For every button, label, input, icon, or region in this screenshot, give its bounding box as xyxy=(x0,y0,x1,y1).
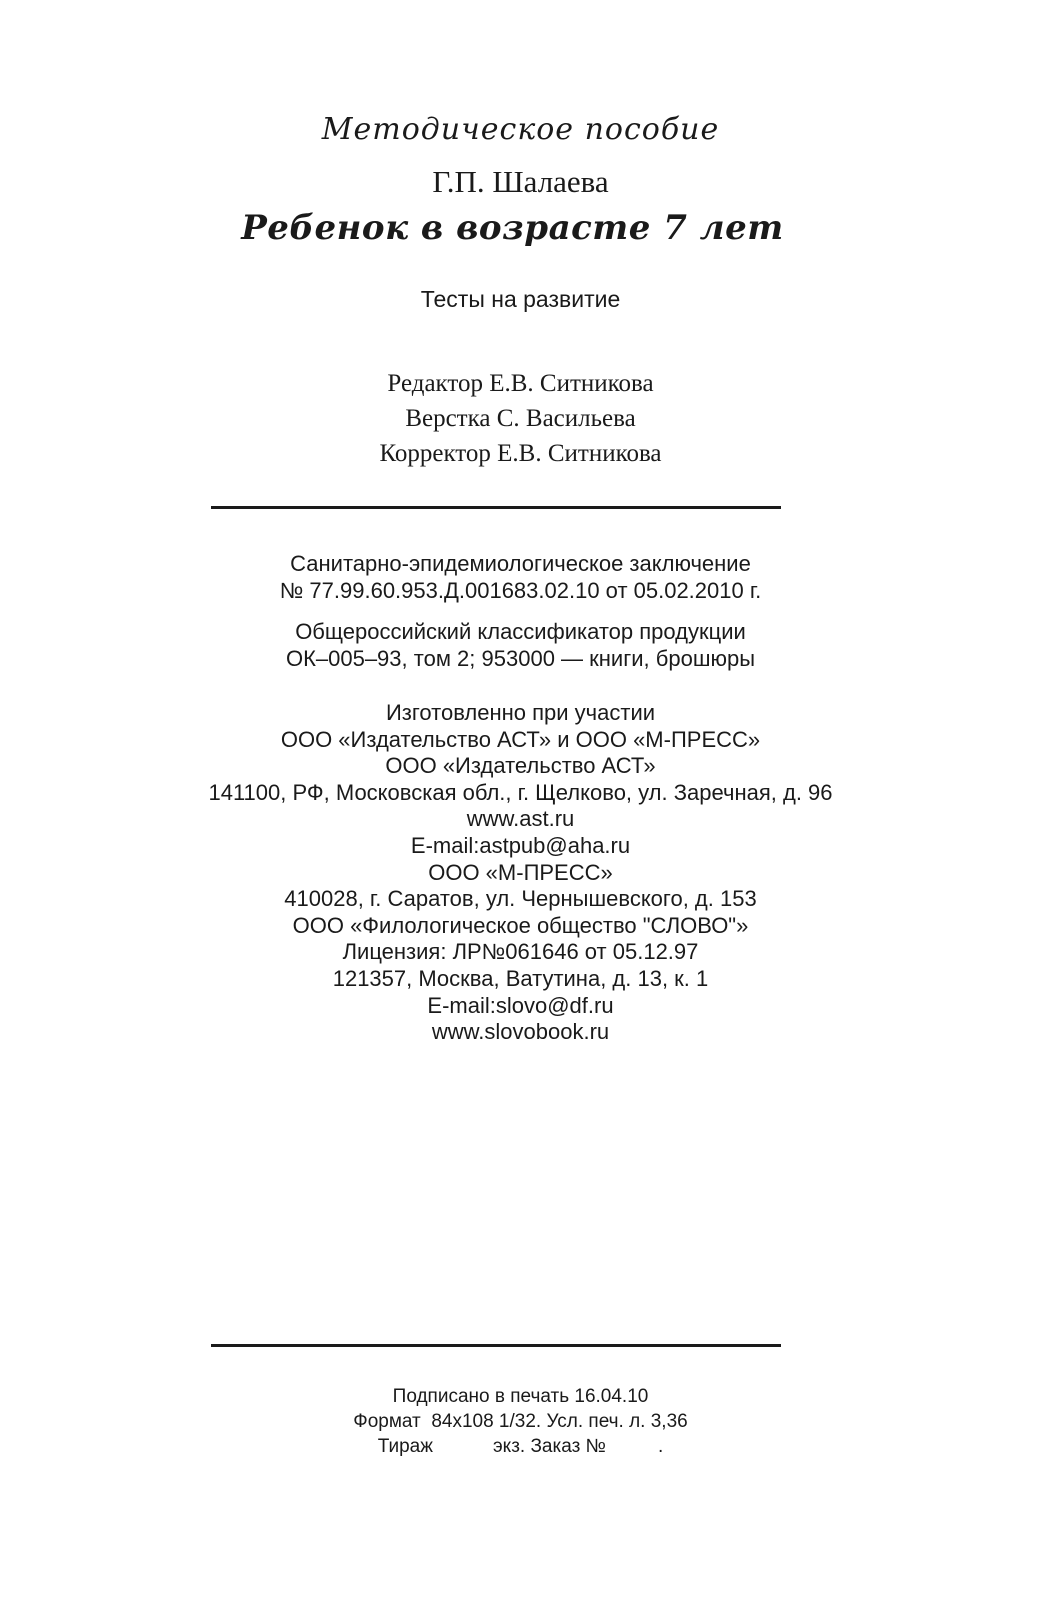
divider-bottom xyxy=(211,1344,781,1347)
book-title: Ребенок в возрасте 7 лет xyxy=(241,208,784,248)
publisher-slovo-license: Лицензия: ЛР№061646 от 05.12.97 xyxy=(342,939,699,965)
certification-number: № 77.99.60.953.Д.001683.02.10 от 05.02.2010 г. xyxy=(279,578,762,603)
publishers-pair: ООО «Издательство АСТ» и ООО «М-ПРЕСС» xyxy=(280,726,761,752)
publishers-block xyxy=(0,700,1041,1046)
book-subtitle: Тесты на развитие xyxy=(420,286,621,312)
classifier-block xyxy=(0,618,1041,672)
publisher-slovo-name: ООО «Филологическое общество "СЛОВО"» xyxy=(292,912,749,938)
divider-top xyxy=(211,506,781,509)
imprint-order-label: экз. Заказ № xyxy=(492,1436,606,1457)
classifier-title: Общероссийский классификатор продукции xyxy=(295,619,746,644)
imprint-run-label: Тираж xyxy=(377,1436,433,1457)
publisher-slovo-website: www.slovobook.ru xyxy=(431,1019,610,1045)
author-name: Г.П. Шалаева xyxy=(432,164,609,199)
credits-block xyxy=(0,366,1041,471)
publisher-slovo-email: E-mail:slovo@df.ru xyxy=(427,992,614,1018)
credit-proofreader: Корректор Е.В. Ситникова xyxy=(379,440,662,467)
classifier-code: ОК–005–93, том 2; 953000 — книги, брошюры xyxy=(285,646,756,671)
publisher-ast-website: www.ast.ru xyxy=(466,806,575,832)
credit-editor: Редактор Е.В. Ситникова xyxy=(387,370,654,397)
publisher-slovo-address: 121357, Москва, Ватутина, д. 13, к. 1 xyxy=(332,965,709,991)
imprint-end-mark: . xyxy=(657,1436,664,1457)
imprint-format: Формат 84x108 1/32. Усл. печ. л. 3,36 xyxy=(353,1411,688,1432)
imprint-signed: Подписано в печать 16.04.10 xyxy=(392,1386,649,1407)
imprint-run-order xyxy=(0,1434,1041,1459)
publisher-ast-email: E-mail:astpub@aha.ru xyxy=(410,832,631,858)
series-label: Методическое пособие xyxy=(321,112,720,147)
publisher-mpress-name: ООО «М-ПРЕСС» xyxy=(428,859,613,885)
imprint-block xyxy=(0,1384,1041,1459)
publishers-intro: Изготовленно при участии xyxy=(385,700,656,725)
publisher-mpress-address: 410028, г. Саратов, ул. Чернышевского, д. 153 xyxy=(284,886,757,912)
publisher-ast-address: 141100, РФ, Московская обл., г. Щелково, ул. Заречная, д. 96 xyxy=(208,779,833,805)
publisher-ast-name: ООО «Издательство АСТ» xyxy=(385,753,656,779)
certification-block xyxy=(0,550,1041,604)
credit-layout: Верстка С. Васильева xyxy=(405,405,636,432)
certification-title: Санитарно-эпидемиологическое заключение xyxy=(290,551,751,576)
